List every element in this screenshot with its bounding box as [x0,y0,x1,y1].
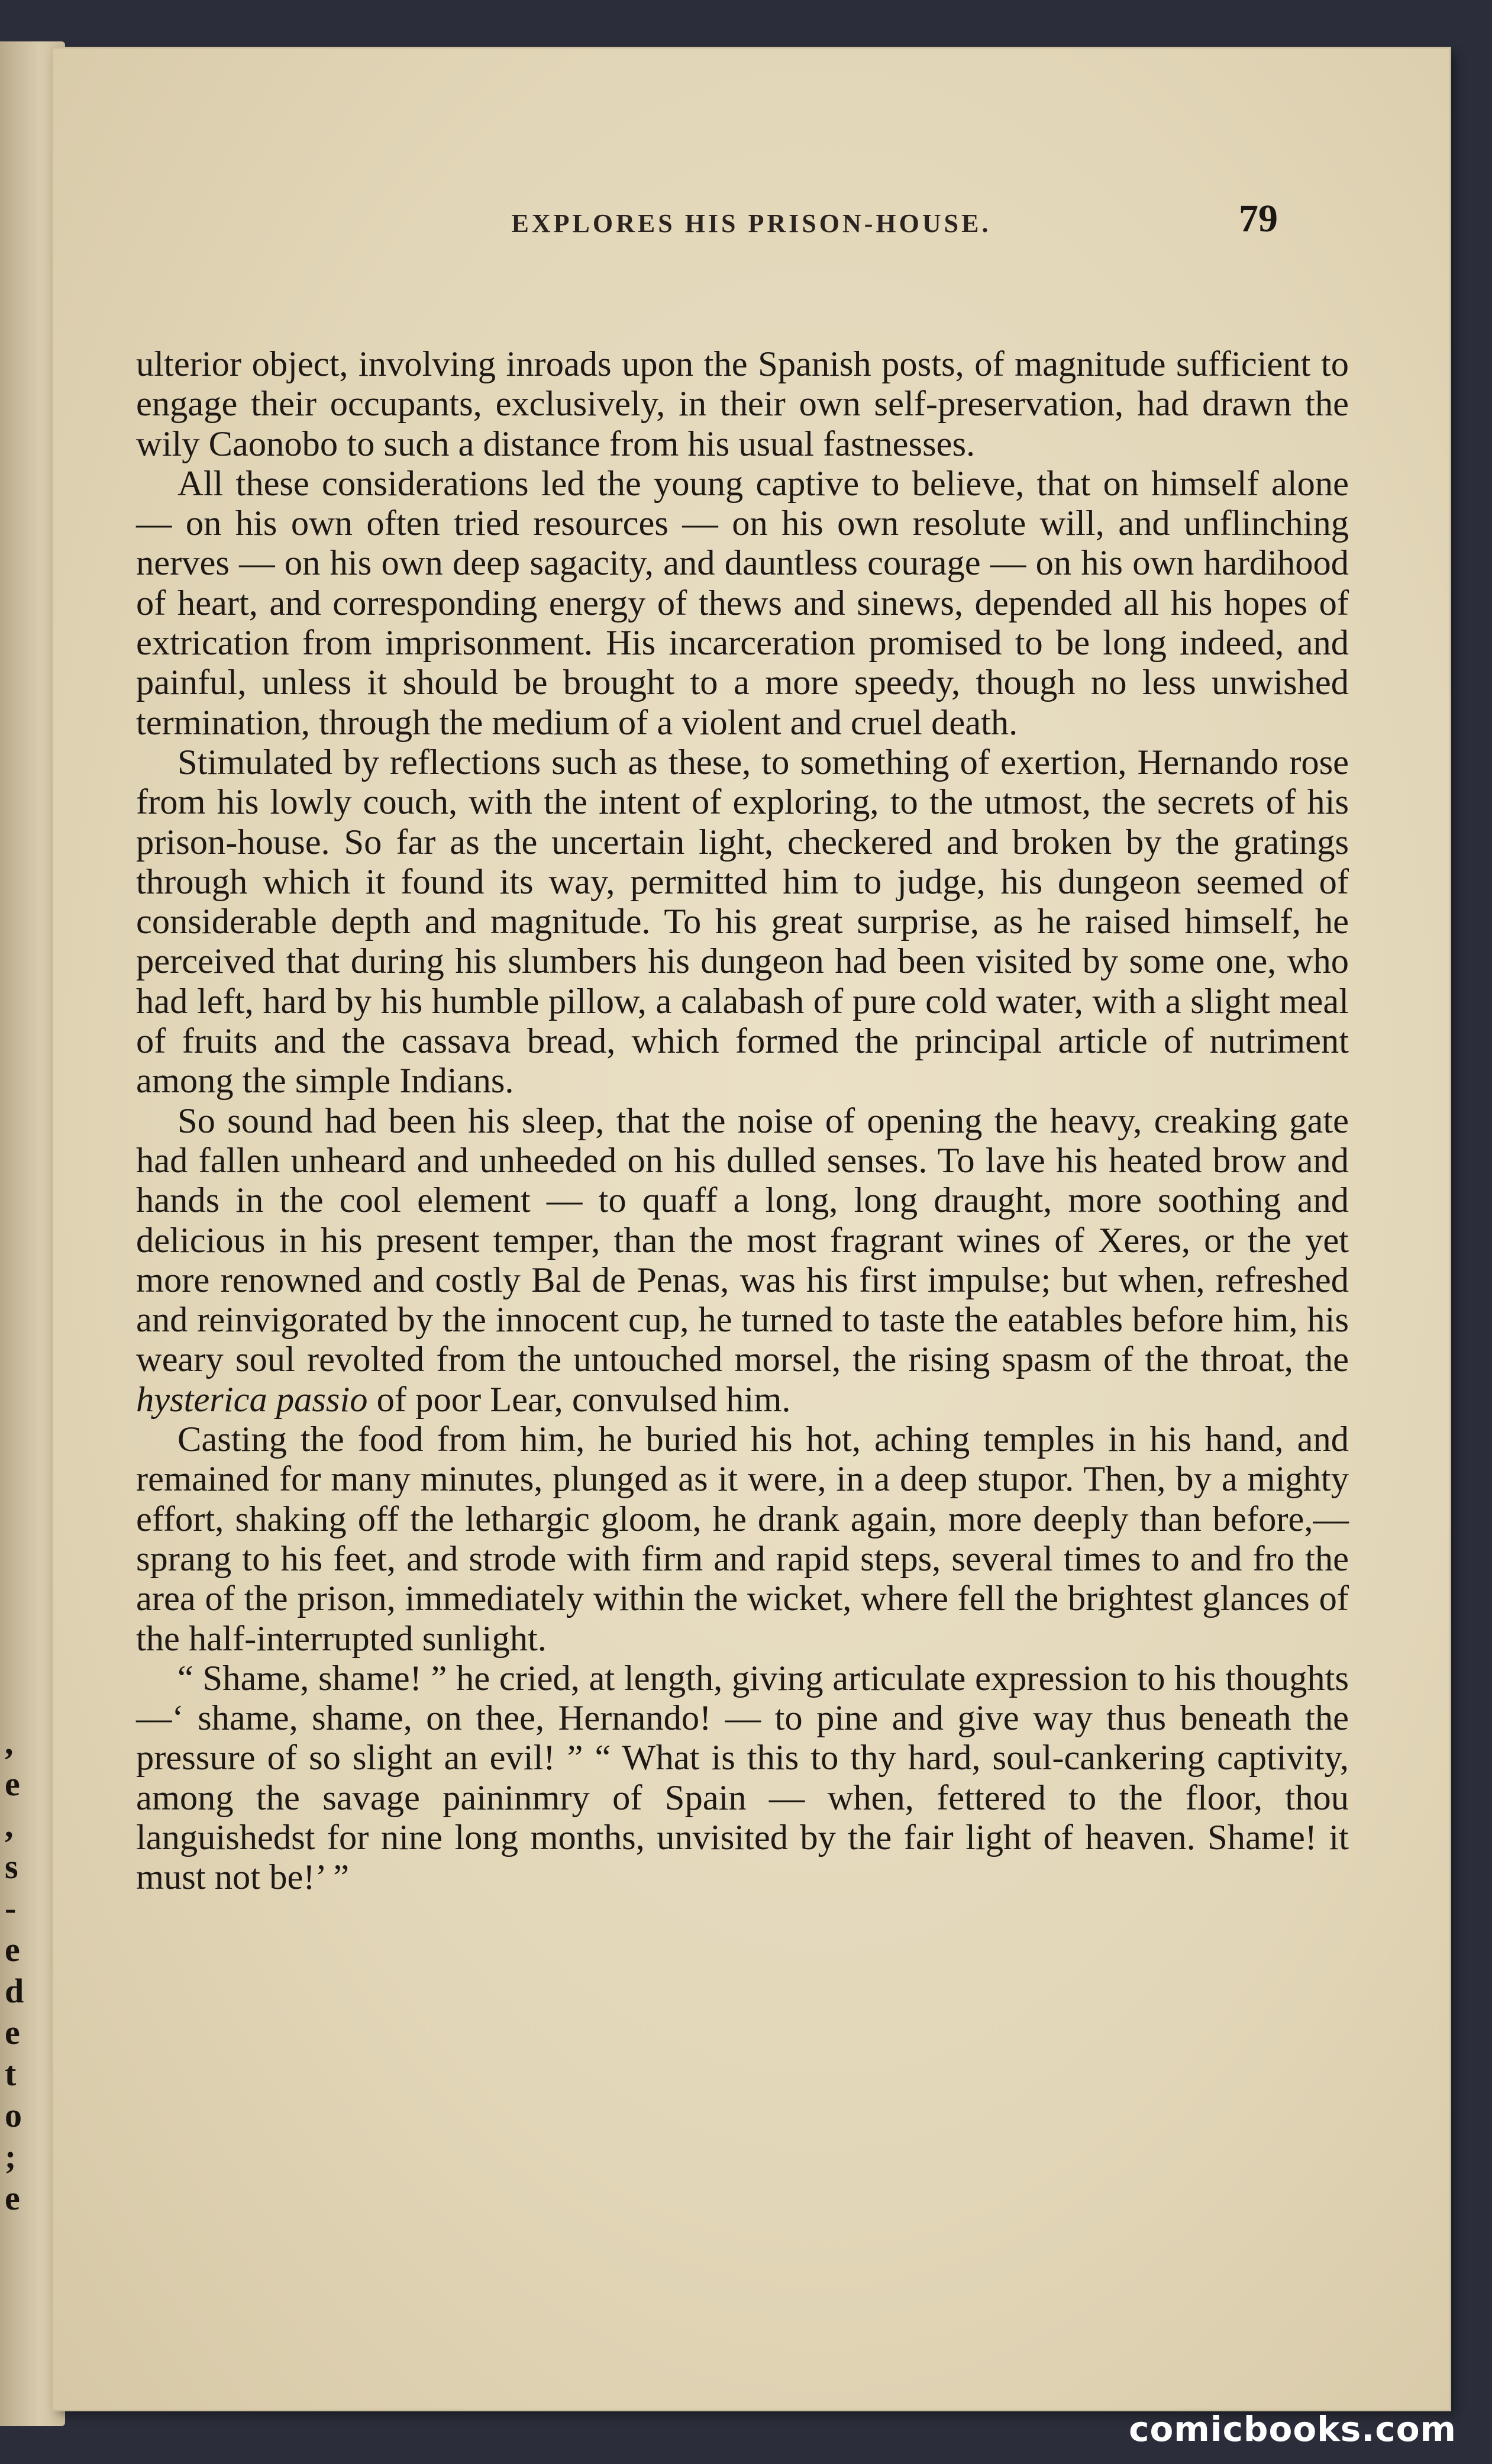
paragraph-4-text: So sound had been his sleep, that the noise of opening the heavy, creaking gate had fallen unheard and unheeded on his dulled senses. To lave his heated brow and hands in the cool element — to quaff a long, long draught, more soothing and delicious in his present temper, than the most fragrant wines of Xeres, or the yet more renowned and costly Bal de Penas, was his first impulse; but when, refreshed and reinvigorated by the innocent cup, he turned to taste the eatables before him, his weary soul revolted from the untouched morsel, the rising spasm of the throat, the [136,1101,1349,1380]
margin-char: s [5,1847,18,1886]
margin-char: - [5,1889,17,1927]
paragraph-5: Casting the food from him, he buried his hot, aching temples in his hand, and remained for many minutes, plunged as it were, in a deep stupor. Then, by a mighty effort, shaking off the lethargic gloom, he drank again, more deeply than before,— sprang to his feet, and strode with firm and rapid steps, several times to and fro the area of the prison, immediately within the wicket, where fell the brightest glances of the half-interrupted sunlight. [136,1420,1349,1659]
paragraph-1: ulterior object, involving inroads upon the Spanish posts, of magnitude sufficient to engage their occupants, exclusively, in their own self-preservation, had drawn the wily Caonobo to such a distance from his usual fastnesses. [136,344,1349,464]
body-text [136,344,1349,1898]
margin-char: , [5,1723,14,1762]
margin-char: e [5,1765,20,1803]
paragraph-3: Stimulated by reflections such as these, to something of exertion, Hernando rose from his lowly couch, with the intent of exploring, to the utmost, the secrets of his prison-house. So far as the uncertain light, checkered and broken by the gratings through which it found its way, permitted him to judge, his dungeon seemed of considerable depth and magnitude. To his great surprise, as he raised himself, he perceived that during his slumbers his dungeon had been visited by some one, who had left, hard by his humble pillow, a calabash of pure cold water, with a slight meal of fruits and the cassava bread, which formed the principal article of nutriment among the simple Indians. [136,742,1349,1101]
margin-char: e [5,2013,20,2052]
margin-char: t [5,2055,17,2093]
paragraph-4-text-end: of poor Lear, convulsed him. [367,1379,791,1420]
margin-char: ; [5,2137,17,2176]
running-head: EXPLORES HIS PRISON-HOUSE. [511,209,992,238]
page-number: 79 [1239,197,1278,240]
margin-char: e [5,1930,20,1969]
paragraph-4 [136,1101,1349,1420]
margin-char: o [5,2096,22,2134]
margin-char: , [5,1806,14,1844]
paragraph-6: “ Shame, shame! ” he cried, at length, giving articulate expression to his thoughts —‘ shame, shame, on thee, Hernando! — to pine and give way thus beneath the pressure of so slight an evil! ” “ What is this to thy hard, soul-cankering captivity, among the savage paininmry of Spain — when, fettered to the floor, thou languishedst for nine long months, unvisited by the fair light of heaven. Shame! it must not be!’ ” [136,1658,1349,1898]
margin-char: d [5,1972,24,2010]
book-page [53,49,1449,2410]
italic-phrase: hysterica passio [136,1379,368,1420]
margin-char: e [5,2179,20,2217]
facing-page-margin-marks [5,1722,22,2219]
site-watermark: comicbooks.com [1129,2409,1457,2449]
paragraph-2: All these considerations led the young captive to believe, that on himself alone — on his own often tried resources — on his own resolute will, and unflinching nerves — on his own deep sagacity, and dauntless courage — on his own hardihood of heart, and corresponding energy of thews and sinews, depended all his hopes of extrication from imprisonment. His incarceration promised to be long indeed, and painful, unless it should be brought to a more speedy, though no less unwished termination, through the medium of a violent and cruel death. [136,463,1349,743]
